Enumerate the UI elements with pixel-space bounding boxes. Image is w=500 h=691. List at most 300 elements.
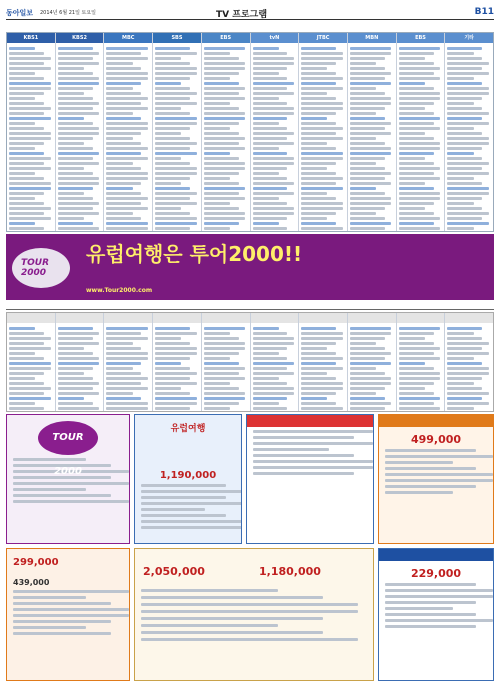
program-line	[155, 132, 181, 135]
program-line	[106, 77, 148, 80]
program-line	[399, 147, 441, 150]
program-line	[447, 202, 473, 205]
program-line	[447, 402, 489, 405]
program-line	[350, 212, 376, 215]
program-line	[204, 212, 246, 215]
program-line	[447, 207, 482, 210]
program-line	[58, 102, 100, 105]
program-line	[350, 382, 392, 385]
program-list	[153, 323, 201, 411]
program-line	[155, 137, 190, 140]
program-list	[104, 323, 152, 411]
program-line	[253, 192, 295, 195]
program-line	[399, 207, 425, 210]
program-line	[155, 152, 197, 155]
program-line	[350, 132, 392, 135]
program-line	[155, 92, 197, 95]
program-line	[204, 167, 246, 170]
program-line	[350, 222, 392, 225]
program-line	[9, 127, 44, 130]
program-line	[106, 357, 148, 360]
program-line	[106, 362, 141, 365]
program-line	[155, 387, 181, 390]
ad-copy-line	[13, 632, 111, 635]
program-line	[155, 392, 190, 395]
program-line	[106, 367, 132, 370]
channel-header	[299, 313, 347, 323]
program-line	[155, 147, 190, 150]
europe-ad[interactable]	[134, 414, 242, 544]
program-line	[58, 82, 100, 85]
program-line	[301, 362, 336, 365]
program-line	[301, 192, 327, 195]
program-line	[204, 57, 239, 60]
program-line	[350, 207, 385, 210]
channel-header	[397, 313, 445, 323]
program-line	[58, 192, 84, 195]
program-line	[399, 202, 434, 205]
program-line	[106, 182, 141, 185]
program-line	[58, 207, 93, 210]
ad-copy-line	[13, 614, 129, 617]
channel-header	[104, 313, 152, 323]
program-line	[447, 342, 489, 345]
program-line	[350, 332, 392, 335]
channel-header: MBC	[104, 33, 152, 43]
ad-copy-line	[13, 596, 86, 599]
program-line	[447, 332, 473, 335]
program-line	[399, 172, 434, 175]
europe-package-ad[interactable]	[246, 414, 374, 544]
program-line	[253, 227, 288, 230]
program-line	[301, 132, 336, 135]
program-line	[155, 177, 190, 180]
program-line	[106, 122, 148, 125]
program-line	[301, 117, 327, 120]
program-line	[204, 137, 246, 140]
program-line	[253, 182, 295, 185]
program-line	[350, 92, 385, 95]
program-line	[106, 377, 148, 380]
program-line	[9, 77, 44, 80]
program-line	[447, 212, 489, 215]
program-line	[58, 347, 84, 350]
program-line	[106, 187, 132, 190]
program-line	[58, 47, 93, 50]
program-line	[399, 157, 425, 160]
ad-body	[379, 449, 493, 494]
program-line	[9, 132, 51, 135]
tour-ad-banner[interactable]	[6, 234, 494, 300]
program-line	[301, 87, 343, 90]
program-line	[204, 177, 230, 180]
promo-ad-right[interactable]	[378, 414, 494, 544]
ad-copy-line	[385, 583, 476, 586]
program-line	[447, 397, 482, 400]
program-line	[58, 402, 93, 405]
tour2000-logo	[12, 248, 70, 288]
program-line	[204, 52, 230, 55]
program-line	[106, 147, 148, 150]
program-line	[204, 357, 230, 360]
program-line	[447, 102, 473, 105]
ad-copy-line	[385, 589, 493, 592]
program-line	[350, 47, 392, 50]
program-line	[58, 212, 100, 215]
program-line	[301, 387, 343, 390]
program-line	[155, 187, 190, 190]
program-line	[9, 167, 51, 170]
program-line	[9, 92, 44, 95]
channel-header	[153, 313, 201, 323]
program-line	[155, 347, 197, 350]
program-line	[9, 342, 44, 345]
ad-copy-line	[141, 596, 323, 599]
program-line	[9, 227, 44, 230]
ad-body	[141, 585, 369, 645]
program-line	[253, 97, 279, 100]
program-line	[58, 142, 84, 145]
program-line	[58, 342, 100, 345]
channel-column	[251, 313, 300, 411]
program-line	[301, 332, 343, 335]
right-bottom-price: 229,000	[410, 567, 462, 580]
program-line	[350, 102, 392, 105]
program-line	[58, 172, 93, 175]
program-line	[204, 217, 246, 220]
program-line	[155, 142, 197, 145]
program-line	[399, 392, 434, 395]
program-line	[58, 372, 84, 375]
program-line	[204, 337, 239, 340]
program-line	[155, 167, 197, 170]
program-line	[204, 352, 239, 355]
program-line	[58, 127, 100, 130]
ad-copy-line	[13, 488, 86, 491]
ad-body	[135, 484, 241, 529]
program-line	[399, 187, 434, 190]
ad-copy-line	[13, 500, 129, 503]
channel-column	[7, 313, 56, 411]
program-line	[9, 62, 44, 65]
channel-header: SBS	[153, 33, 201, 43]
program-line	[301, 122, 336, 125]
ad-contact[interactable]: www.Tour2000.com	[86, 287, 153, 294]
program-line	[253, 202, 288, 205]
program-line	[58, 227, 100, 230]
program-line	[106, 382, 141, 385]
program-line	[106, 387, 148, 390]
program-line	[301, 62, 336, 65]
program-line	[350, 192, 385, 195]
program-line	[204, 102, 230, 105]
program-line	[106, 332, 141, 335]
program-line	[399, 167, 441, 170]
program-line	[58, 382, 100, 385]
program-line	[155, 157, 181, 160]
program-line	[9, 332, 44, 335]
program-line	[350, 387, 385, 390]
program-line	[301, 367, 343, 370]
program-line	[9, 142, 44, 145]
program-line	[155, 162, 190, 165]
program-line	[204, 172, 239, 175]
ad-copy-line	[141, 624, 278, 627]
europe-title: 유럽여행	[170, 424, 206, 434]
program-line	[350, 327, 392, 330]
program-line	[155, 87, 190, 90]
program-line	[9, 197, 35, 200]
program-line	[106, 137, 132, 140]
program-line	[447, 347, 482, 350]
program-line	[301, 327, 336, 330]
program-line	[155, 227, 190, 230]
program-line	[301, 172, 336, 175]
program-line	[350, 187, 376, 190]
program-line	[155, 107, 181, 110]
program-line	[9, 387, 51, 390]
program-line	[399, 132, 425, 135]
program-line	[253, 207, 295, 210]
program-line	[253, 147, 279, 150]
program-line	[9, 202, 44, 205]
program-line	[447, 97, 482, 100]
program-line	[301, 152, 343, 155]
program-line	[301, 92, 327, 95]
promo-ad-bottom-center[interactable]	[134, 548, 374, 681]
program-line	[447, 57, 482, 60]
program-line	[447, 47, 482, 50]
program-line	[106, 87, 132, 90]
tv-schedule-grid-cable	[6, 312, 494, 412]
program-line	[301, 202, 343, 205]
ad-copy-line	[141, 508, 205, 511]
program-line	[204, 382, 230, 385]
program-line	[301, 142, 327, 145]
program-line	[204, 67, 246, 70]
program-line	[447, 192, 489, 195]
program-line	[253, 57, 295, 60]
channel-column	[202, 313, 251, 411]
program-line	[399, 122, 434, 125]
program-list	[299, 323, 347, 411]
promo-ad-bottom-right[interactable]	[378, 548, 494, 681]
channel-column	[153, 313, 202, 411]
channel-header: 기타	[445, 33, 493, 43]
program-line	[350, 182, 392, 185]
program-line	[106, 342, 132, 345]
tour2000-logo: TOUR 2000	[38, 421, 98, 455]
program-line	[155, 202, 197, 205]
ad-copy-line	[141, 631, 323, 634]
program-line	[447, 177, 473, 180]
program-line	[106, 67, 141, 70]
program-line	[9, 377, 35, 380]
program-line	[9, 367, 51, 370]
ad-copy-line	[385, 473, 493, 476]
program-line	[447, 357, 473, 360]
program-line	[350, 402, 392, 405]
program-line	[155, 377, 190, 380]
program-line	[447, 197, 482, 200]
program-line	[155, 222, 197, 225]
program-line	[204, 72, 239, 75]
program-line	[301, 147, 336, 150]
program-line	[447, 82, 482, 85]
program-line	[253, 362, 295, 365]
channel-info-line	[6, 22, 494, 30]
channel-column	[397, 313, 446, 411]
program-line	[9, 67, 51, 70]
program-line	[106, 112, 132, 115]
program-line	[399, 387, 425, 390]
ad-copy-line	[385, 467, 476, 470]
channel-column	[397, 33, 446, 231]
program-line	[447, 77, 473, 80]
program-line	[9, 347, 51, 350]
channel-column	[104, 313, 153, 411]
program-line	[204, 192, 239, 195]
ad-copy-line	[13, 602, 111, 605]
program-line	[447, 227, 473, 230]
ad-copy-line	[253, 472, 354, 475]
program-line	[350, 162, 376, 165]
program-list	[153, 43, 201, 231]
program-line	[350, 372, 385, 375]
program-line	[399, 102, 434, 105]
program-line	[301, 57, 343, 60]
channel-column	[153, 33, 202, 231]
program-line	[204, 332, 230, 335]
channel-column	[56, 313, 105, 411]
program-line	[447, 407, 473, 410]
program-line	[58, 72, 93, 75]
program-line	[253, 402, 279, 405]
program-line	[204, 397, 246, 400]
program-line	[301, 342, 336, 345]
program-line	[301, 157, 343, 160]
program-line	[447, 167, 482, 170]
program-line	[58, 92, 84, 95]
program-line	[350, 202, 392, 205]
program-list	[56, 43, 104, 231]
program-line	[9, 137, 51, 140]
program-line	[155, 207, 181, 210]
page-title: TV 프로그램	[216, 10, 268, 20]
program-line	[58, 52, 100, 55]
program-line	[58, 222, 93, 225]
program-line	[350, 352, 392, 355]
program-line	[350, 347, 385, 350]
promo-ad-bottom-left[interactable]	[6, 548, 130, 681]
program-line	[9, 372, 44, 375]
program-line	[58, 132, 100, 135]
program-line	[301, 127, 343, 130]
program-line	[447, 112, 489, 115]
program-line	[350, 217, 385, 220]
program-list	[251, 323, 299, 411]
program-line	[204, 97, 246, 100]
ad-copy-line	[141, 514, 226, 517]
program-line	[58, 62, 100, 65]
program-line	[9, 162, 44, 165]
program-line	[447, 182, 482, 185]
program-line	[399, 52, 434, 55]
program-line	[204, 107, 239, 110]
program-line	[350, 77, 385, 80]
program-line	[399, 57, 425, 60]
program-line	[399, 62, 434, 65]
program-line	[447, 107, 482, 110]
program-list	[397, 323, 445, 411]
program-line	[447, 92, 489, 95]
program-line	[204, 367, 246, 370]
program-list	[251, 43, 299, 231]
program-line	[106, 127, 148, 130]
program-line	[399, 182, 425, 185]
program-line	[155, 332, 197, 335]
program-line	[399, 362, 425, 365]
channel-header	[251, 313, 299, 323]
ad-copy-line	[253, 436, 354, 439]
ad-copy-line	[385, 479, 493, 482]
program-line	[9, 152, 44, 155]
program-line	[350, 57, 385, 60]
program-line	[204, 342, 246, 345]
program-line	[253, 132, 295, 135]
program-list	[202, 323, 250, 411]
channel-header	[202, 313, 250, 323]
program-line	[350, 127, 385, 130]
program-line	[155, 197, 190, 200]
program-line	[155, 342, 190, 345]
channel-header: MBN	[348, 33, 396, 43]
issue-date: 2014년 6월 21일 토요일	[40, 10, 97, 16]
tour2000-ad[interactable]	[6, 414, 130, 544]
program-line	[204, 222, 239, 225]
program-line	[447, 372, 489, 375]
program-line	[301, 102, 343, 105]
ad-copy-line	[253, 454, 354, 457]
program-line	[204, 372, 239, 375]
channel-header	[7, 313, 55, 323]
program-line	[350, 367, 376, 370]
program-line	[253, 177, 288, 180]
program-line	[350, 142, 385, 145]
ad-headline: 유럽여행은 투어2000!!	[86, 242, 303, 266]
program-line	[253, 117, 288, 120]
program-line	[447, 327, 482, 330]
program-line	[204, 392, 246, 395]
program-line	[9, 122, 35, 125]
program-line	[204, 407, 230, 410]
program-line	[447, 147, 482, 150]
ad-copy-line	[385, 485, 476, 488]
program-list	[397, 43, 445, 231]
program-line	[58, 57, 93, 60]
program-line	[350, 62, 376, 65]
tour2000-logo-text: TOUR 2000	[21, 258, 50, 278]
program-line	[155, 382, 197, 385]
ad-copy-line	[13, 590, 129, 593]
program-line	[106, 92, 141, 95]
program-line	[253, 162, 295, 165]
program-line	[399, 332, 434, 335]
program-line	[9, 47, 35, 50]
program-line	[106, 227, 148, 230]
program-line	[253, 152, 288, 155]
program-line	[106, 397, 141, 400]
